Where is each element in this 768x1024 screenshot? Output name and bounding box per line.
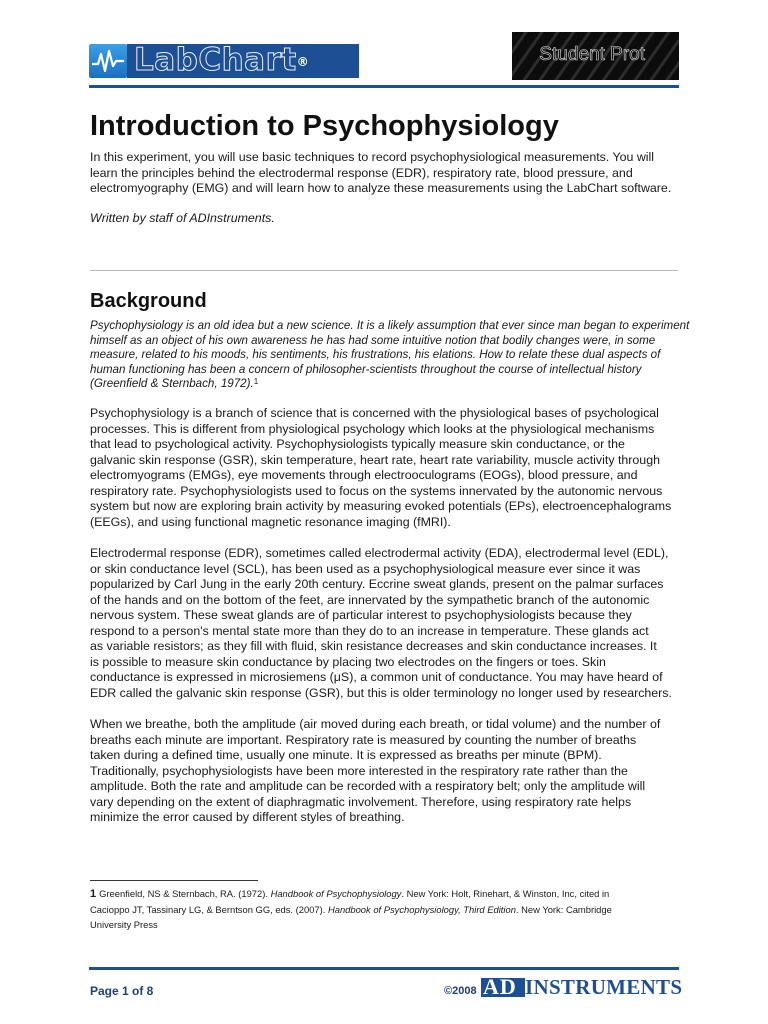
footnote-text: Cacioppo JT, Tassinary LG, & Berntson GG, eds. (2007). (90, 904, 328, 915)
paragraph-line: galvanic skin response (GSR), skin temperature, heart rate, heart rate variability, muscle activity through (90, 452, 660, 467)
copyright: ©2008 (444, 985, 477, 997)
paragraph-line: amplitude. Both the rate and amplitude can be recorded with a respiratory belt; only the amplitude will (90, 779, 646, 793)
student-protocol-badge (512, 32, 679, 80)
brand-name: LabChart (134, 42, 297, 78)
paragraph-line: processes. This is different from physiological psychology which looks at the physiological mechanisms (90, 421, 655, 436)
badge-label: Student Prot (539, 44, 645, 65)
body-paragraph-psychophysiology (90, 406, 690, 530)
paragraph-line: Electrodermal response (EDR), sometimes called electrodermal activity (EDA), electrodermal level (EDL), (90, 546, 669, 560)
paragraph-line: respond to a person's mental state more than they do to an increase in temperature. These glands act (90, 623, 649, 638)
body-paragraph-respiration (90, 717, 690, 826)
footnote-book-title: Handbook of Psychophysiology, Third Edition (327, 904, 516, 915)
footnote-divider (90, 880, 258, 881)
footnote-reference[interactable]: 1 (253, 377, 259, 386)
quote-line-last (90, 377, 690, 393)
paragraph-line: is possible to measure skin conductance by placing two electrodes on the fingers or toes. Skin (90, 654, 606, 669)
adi-logo-ad: AD (483, 974, 517, 999)
quote-line: human functioning has been a concern of philosopher-scientists throughout the course of intellectual history (90, 362, 642, 376)
paragraph-line: (EEGs), and using functional magnetic resonance imaging (fMRI). (90, 514, 451, 529)
quote-line: Psychophysiology is an old idea but a new science. It is a likely assumption that ever since man began to experiment (90, 319, 690, 332)
quote-line: measure, related to his moods, his sentiments, his frustrations, his elations. How to relate these dual aspects of (90, 348, 661, 361)
epigraph-quote (90, 319, 690, 393)
page-title: Introduction to Psychophysiology (90, 110, 559, 142)
paragraph-line: or skin conductance level (SCL), has been used as a psychophysiological measure ever since it was (90, 561, 641, 576)
author-credit: Written by staff of ADInstruments. (90, 211, 275, 225)
adi-logo-instruments: INSTRUMENTS (525, 975, 683, 999)
paragraph-line: EDR called the galvanic skin response (GSR), but this is older terminology no longer used by researchers. (90, 685, 672, 700)
footnote-book-title: Handbook of Psychophysiology (270, 888, 402, 899)
background-heading: Background (90, 290, 207, 312)
paragraph-line: When we breathe, both the amplitude (air moved during each breath, or tidal volume) and the number of (90, 717, 661, 731)
footnote-line (90, 902, 690, 917)
paragraph-line: taken during a defined time, usually one minute. It is expressed as breaths per minute (BPM). (90, 748, 602, 762)
header-divider (89, 85, 679, 88)
footnote-text: Greenfield, NS & Sternbach, RA. (1972). (99, 888, 271, 899)
paragraph-line: popularized by Carl Jung in the early 20th century. Eccrine sweat glands, present on the palmar surfaces (90, 577, 664, 591)
paragraph-line: electromyograms (EMGs), eye movements through electrooculograms (EOGs), blood pressure, and (90, 468, 638, 482)
quote-line: himself as an object of his own awareness he has had some intuitive notion that bodily changes were, in some (90, 333, 656, 347)
paragraph-line: Psychophysiology is a branch of science that is concerned with the physiological bases of psychological (90, 406, 659, 420)
paragraph-line: system but now are exploring brain activity by measuring evoked potentials (EPs), electroencephalograms (90, 499, 672, 513)
intro-line: electromyography (EMG) and will learn how to analyze these measurements using the LabChart software. (90, 181, 672, 195)
paragraph-line: minimize the error caused by different styles of breathing. (90, 810, 405, 824)
paragraph-line: of the hands and on the bottom of the feet, are innervated by the sympathetic branch of the autonomic (90, 592, 650, 607)
intro-paragraph (90, 150, 690, 197)
paragraph-line: that lead to psychological activity. Psychophysiologists typically measure skin conductance, or the (90, 437, 625, 451)
paragraph-line: Traditionally, psychophysiologists have been more interested in the respiratory rate rather than the (90, 763, 628, 778)
paragraph-line: as variable resistors; as they fill with fluid, skin resistance decreases and skin conductance increases. It (90, 639, 657, 653)
quote-citation: (Greenfield & Sternbach, 1972). (90, 377, 254, 390)
footnote-line (90, 886, 690, 902)
paragraph-line: conductance is expressed in microsiemens (μS), a common unit of conductance. You may have heard of (90, 670, 663, 684)
labchart-logo-text (134, 40, 309, 80)
footnote (90, 886, 690, 932)
footnote-number: 1 (90, 888, 97, 900)
page-number: Page 1 of 8 (90, 984, 154, 998)
footer-divider (89, 967, 679, 970)
intro-line: learn the principles behind the electrodermal response (EDR), respiratory rate, blood pressure, and (90, 165, 633, 180)
body-paragraph-edr (90, 546, 690, 701)
footnote-text: . New York: Cambridge (515, 904, 612, 915)
paragraph-line: nervous system. These sweat glands are of particular interest to psychophysiologists because they (90, 608, 632, 622)
paragraph-line: vary depending on the extent of diaphragmatic involvement. Therefore, using respiratory rate helps (90, 794, 632, 809)
paragraph-line: respiratory rate. Psychophysiologists used to focus on the systems innervated by the autonomic nervous (90, 483, 663, 498)
paragraph-line: breaths each minute are important. Respiratory rate is measured by counting the number of breaths (90, 732, 637, 747)
intro-line: In this experiment, you will use basic techniques to record psychophysiological measurements. You will (90, 150, 655, 164)
page-header (0, 0, 768, 92)
footnote-text: . New York: Holt, Rinehart, & Winston, Inc, cited in (401, 888, 610, 899)
section-divider (90, 270, 678, 271)
adinstruments-logo (481, 974, 683, 999)
footnote-line: University Press (90, 919, 158, 930)
registered-mark: ® (296, 55, 310, 69)
labchart-waveform-icon (89, 44, 127, 78)
